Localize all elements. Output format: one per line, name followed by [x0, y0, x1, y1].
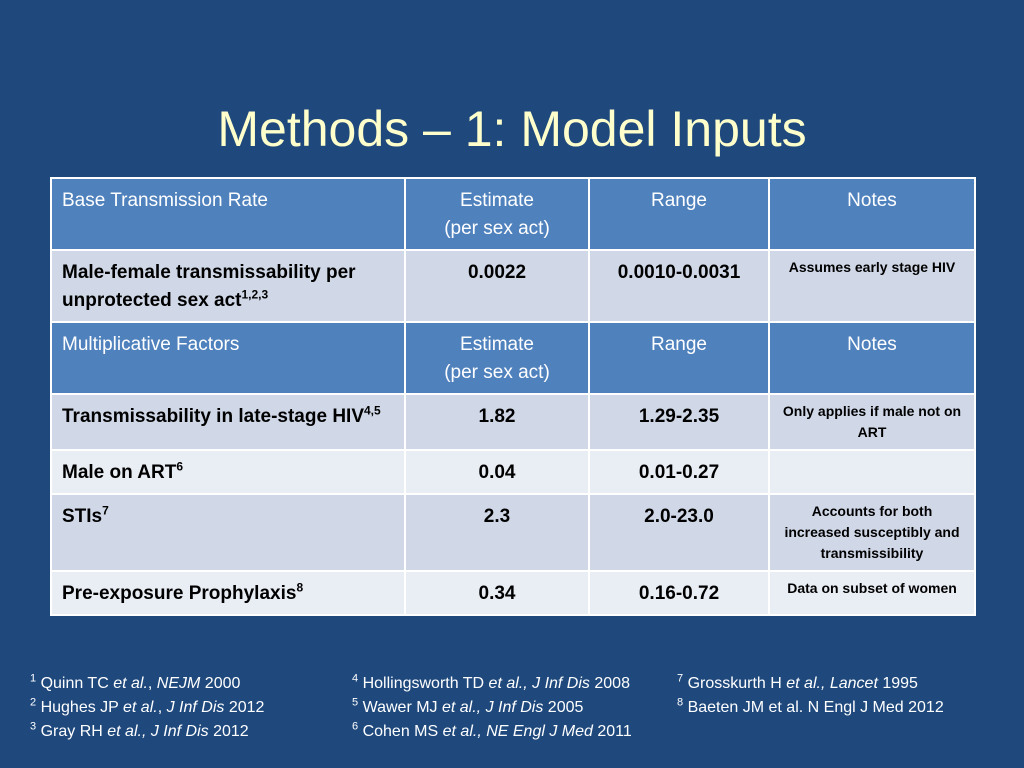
section-header: Base Transmission Rate: [51, 178, 405, 250]
reference-item: $^7$ Grosskurth H et al., Lancet 1995: [677, 672, 918, 692]
reference-item: $^2$ Hughes JP et al., J Inf Dis 2012: [30, 696, 265, 716]
table-header-row: [51, 178, 975, 250]
references-column-1: [30, 672, 264, 744]
parameter-cell: Transmissability in late-stage HIV$^{4,5}$: [51, 394, 405, 450]
reference-item: $^5$ Wawer MJ et al., J Inf Dis 2005: [352, 696, 584, 716]
parameter-cell: Male-female transmissability per unprotected sex act$^{1,2,3}$: [51, 250, 405, 322]
estimate-cell: 2.3: [405, 494, 589, 571]
parameter-cell: STIs$^7$: [51, 494, 405, 571]
citation-superscript: 7: [102, 503, 109, 518]
range-header: Range: [589, 178, 769, 250]
model-inputs-table: [50, 177, 976, 616]
range-cell: 2.0-23.0: [589, 494, 769, 571]
parameter-cell: Male on ART$^6$: [51, 450, 405, 494]
reference-item: $^1$ Quinn TC et al., NEJM 2000: [30, 672, 241, 692]
table-row: [51, 450, 975, 494]
estimate-header: Estimate (per sex act): [405, 178, 589, 250]
reference-item: $^6$ Cohen MS et al., NE Engl J Med 2011: [352, 720, 632, 740]
citation-superscript: 8: [296, 580, 304, 595]
notes-header: Notes: [769, 178, 975, 250]
notes-header: Notes: [769, 322, 975, 394]
table-row: [51, 571, 975, 615]
range-cell: 0.0010-0.0031: [589, 250, 769, 322]
notes-cell: Data on subset of women: [769, 571, 975, 615]
section-header: Multiplicative Factors: [51, 322, 405, 394]
range-cell: 1.29-2.35: [589, 394, 769, 450]
estimate-cell: 0.04: [405, 450, 589, 494]
references-column-2: [352, 672, 632, 744]
citation-superscript: 4,5: [364, 403, 381, 418]
notes-cell: [769, 450, 975, 494]
notes-cell: Only applies if male not on ART: [769, 394, 975, 450]
estimate-cell: 0.0022: [405, 250, 589, 322]
table-row: [51, 494, 975, 571]
reference-item: $^3$ Gray RH et al., J Inf Dis 2012: [30, 720, 249, 740]
estimate-header: Estimate (per sex act): [405, 322, 589, 394]
estimate-cell: 0.34: [405, 571, 589, 615]
parameter-cell: Pre-exposure Prophylaxis$^8$: [51, 571, 405, 615]
range-cell: 0.16-0.72: [589, 571, 769, 615]
table-header-row: [51, 322, 975, 394]
references-column-3: [677, 672, 944, 720]
range-cell: 0.01-0.27: [589, 450, 769, 494]
reference-item: $^4$ Hollingsworth TD et al., J Inf Dis 2008: [352, 672, 630, 692]
estimate-cell: 1.82: [405, 394, 589, 450]
reference-item: $^8$ Baeten JM et al. N Engl J Med 2012: [677, 696, 944, 716]
table-row: [51, 250, 975, 322]
table-row: [51, 394, 975, 450]
range-header: Range: [589, 322, 769, 394]
notes-cell: Assumes early stage HIV: [769, 250, 975, 322]
notes-cell: Accounts for both increased susceptibly and transmissibility: [769, 494, 975, 571]
slide-title: Methods – 1: Model Inputs: [217, 100, 807, 157]
citation-superscript: 6: [176, 459, 184, 474]
citation-superscript: 1,2,3: [241, 287, 269, 302]
